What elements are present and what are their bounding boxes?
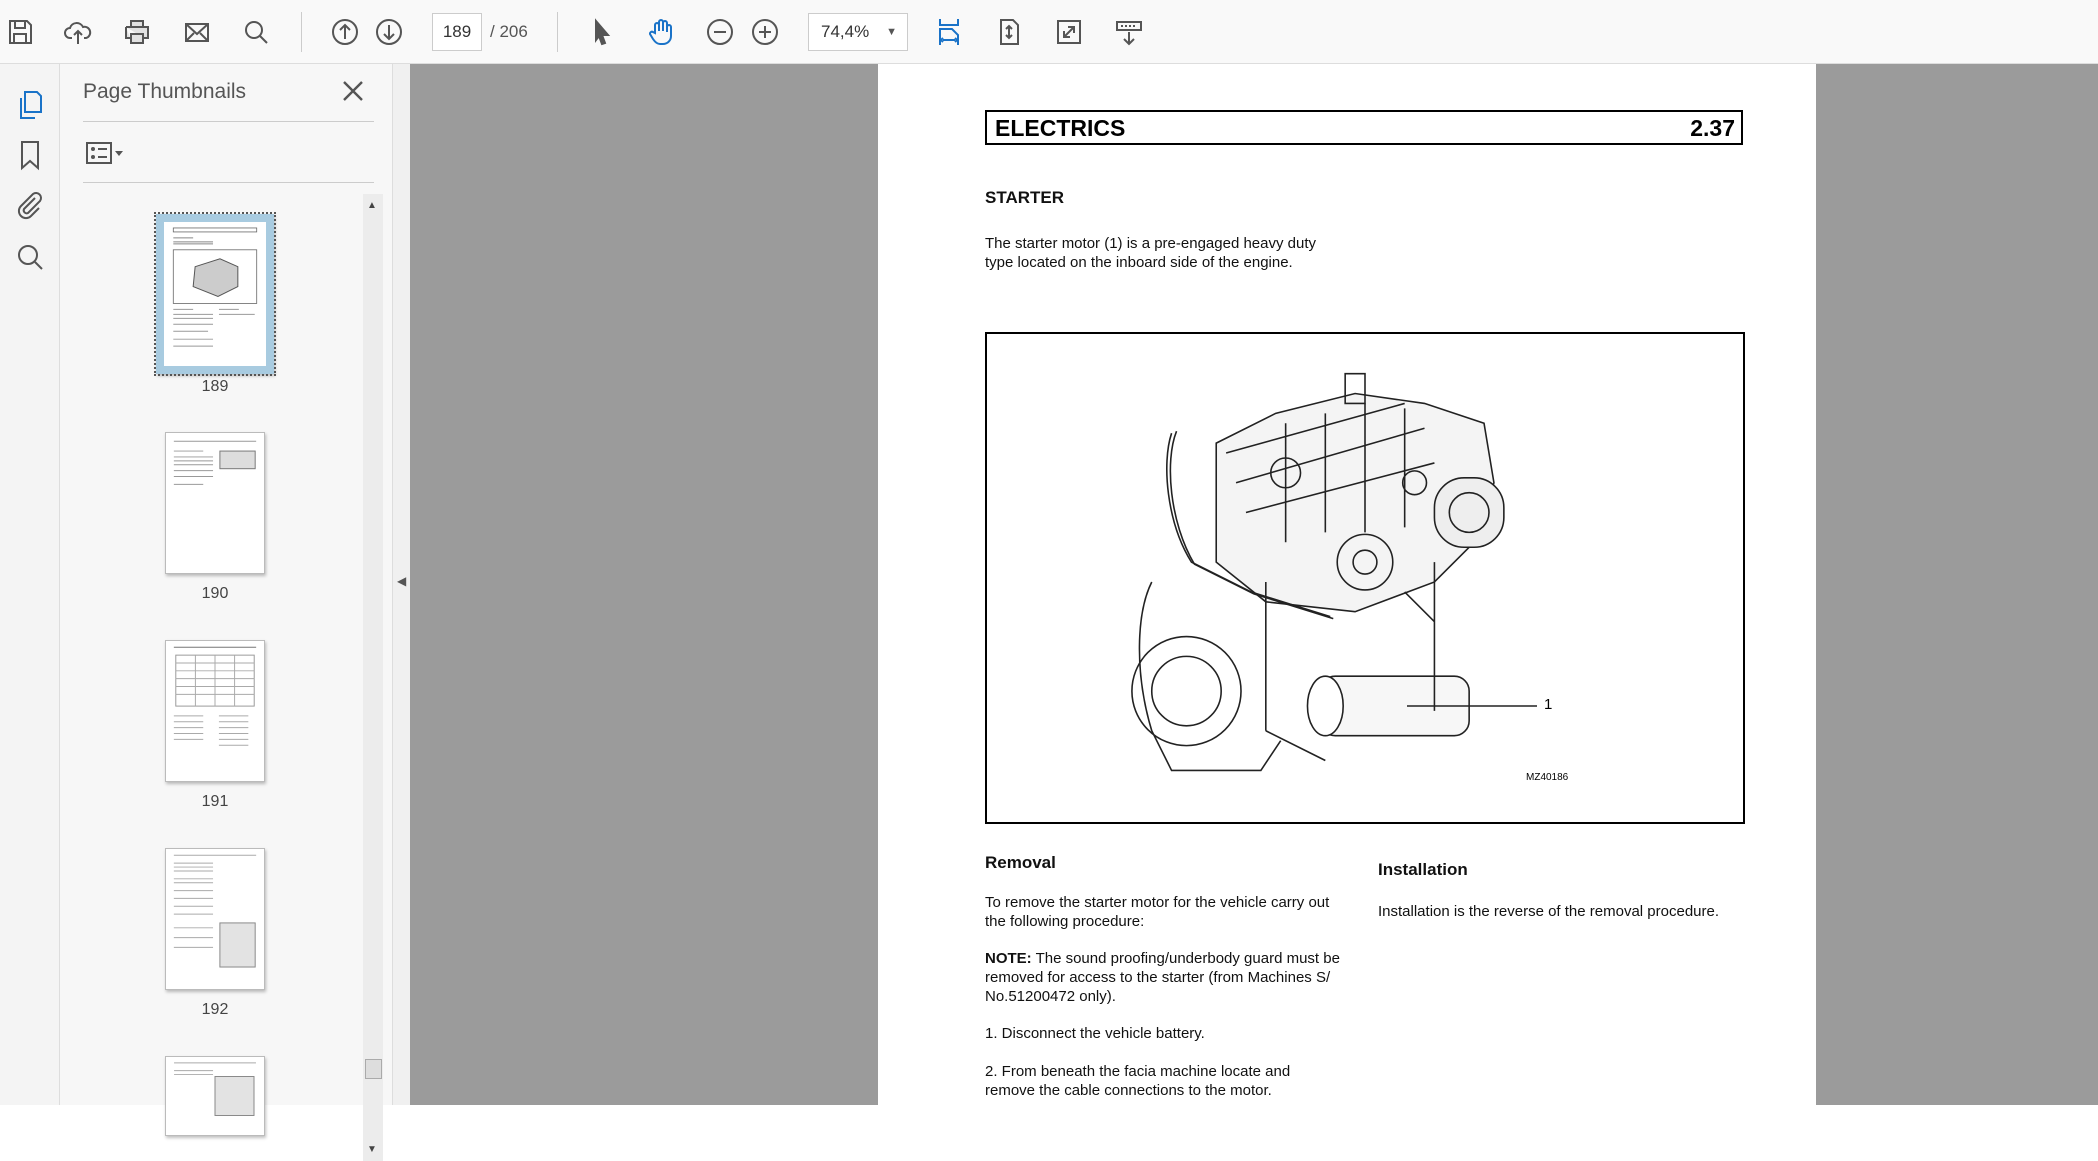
scroll-down-icon[interactable]: ▼ — [367, 1144, 377, 1155]
text-line: remove the cable connections to the motor. — [985, 1082, 1272, 1099]
heading-starter: STARTER — [985, 188, 1065, 207]
zoom-in-icon[interactable] — [747, 14, 783, 50]
zoom-value: 74,4% — [821, 22, 870, 41]
search-icon[interactable] — [13, 240, 47, 274]
figure-callout: 1 — [1544, 696, 1553, 713]
zoom-select[interactable] — [808, 13, 908, 51]
heading-removal: Removal — [985, 853, 1056, 872]
total-pages: / 206 — [490, 22, 528, 41]
page-number-input[interactable]: 189 — [432, 13, 482, 51]
text-line: type located on the inboard side of the engine. — [985, 254, 1293, 271]
thumbnail-label: 190 — [201, 585, 229, 602]
print-icon[interactable] — [119, 14, 155, 50]
thumbnail-page-192[interactable] — [165, 848, 265, 990]
figure-reference: MZ40186 — [1526, 772, 1569, 783]
separator — [557, 12, 558, 52]
page-thumbnails-panel — [60, 64, 392, 1155]
page-number-label: 2.37 — [1690, 115, 1735, 141]
zoom-out-icon[interactable] — [702, 14, 738, 50]
search-icon[interactable] — [238, 14, 274, 50]
previous-page-icon[interactable] — [327, 14, 363, 50]
save-icon[interactable] — [2, 14, 38, 50]
bookmark-icon[interactable] — [13, 138, 47, 172]
divider — [83, 182, 374, 183]
collapse-panel-icon[interactable]: ◀ — [397, 574, 407, 588]
intro-paragraph — [985, 234, 1316, 272]
divider — [83, 121, 374, 122]
section-header — [985, 110, 1743, 145]
left-tool-rail — [0, 64, 60, 1105]
thumbnail-page-191[interactable] — [165, 640, 265, 782]
document-viewport[interactable] — [410, 64, 2098, 1105]
fit-page-icon[interactable] — [991, 14, 1027, 50]
note-paragraph — [985, 949, 1340, 1006]
page-thumbnails-icon[interactable] — [13, 88, 47, 122]
scroll-up-icon[interactable]: ▲ — [367, 200, 377, 211]
text-line: No.51200472 only). — [985, 988, 1116, 1005]
select-pointer-icon[interactable] — [584, 14, 620, 50]
hand-tool-icon[interactable] — [643, 14, 679, 50]
pdf-page — [878, 64, 1816, 1105]
read-mode-icon[interactable] — [1111, 14, 1147, 50]
heading-installation: Installation — [1378, 860, 1468, 879]
scrollbar-thumb[interactable] — [365, 1059, 382, 1079]
fit-width-icon[interactable] — [931, 14, 967, 50]
thumbnail-page-189[interactable] — [156, 214, 274, 374]
step-1: 1. Disconnect the vehicle battery. — [985, 1025, 1205, 1042]
text-line: The starter motor (1) is a pre-engaged heavy duty — [985, 235, 1316, 252]
thumbnail-page-190[interactable] — [165, 432, 265, 574]
next-page-icon[interactable] — [371, 14, 407, 50]
thumbnail-label: 189 — [201, 378, 229, 395]
mail-icon[interactable] — [179, 14, 215, 50]
thumbnail-scrollbar[interactable] — [363, 194, 383, 1161]
panel-splitter[interactable] — [392, 64, 410, 1105]
section-title: ELECTRICS — [995, 115, 1126, 141]
text-line: removed for access to the starter (from Machines S/ — [985, 969, 1331, 986]
engine-figure — [985, 332, 1745, 824]
thumbnail-label: 191 — [201, 793, 229, 810]
thumbnail-options-button[interactable] — [84, 138, 130, 168]
text-line: The sound proofing/underbody guard must be — [1031, 950, 1340, 967]
close-icon[interactable] — [339, 77, 367, 105]
thumbnail-page-193[interactable] — [165, 1056, 265, 1136]
thumbnail-label: 192 — [201, 1001, 229, 1018]
full-screen-icon[interactable] — [1051, 14, 1087, 50]
step-2 — [985, 1062, 1290, 1100]
separator — [301, 12, 302, 52]
panel-title: Page Thumbnails — [83, 80, 247, 103]
text-line: the following procedure: — [985, 913, 1145, 930]
chevron-down-icon: ▼ — [886, 26, 897, 38]
upload-cloud-icon[interactable] — [60, 14, 96, 50]
installation-paragraph: Installation is the reverse of the removal procedure. — [1378, 903, 1720, 920]
removal-paragraph — [985, 893, 1329, 931]
attachment-icon[interactable] — [13, 188, 47, 222]
text-line: To remove the starter motor for the vehicle carry out — [985, 894, 1330, 911]
text-line: 2. From beneath the facia machine locate and — [985, 1063, 1291, 1080]
toolbar — [0, 0, 2098, 64]
note-label: NOTE: — [985, 950, 1032, 967]
